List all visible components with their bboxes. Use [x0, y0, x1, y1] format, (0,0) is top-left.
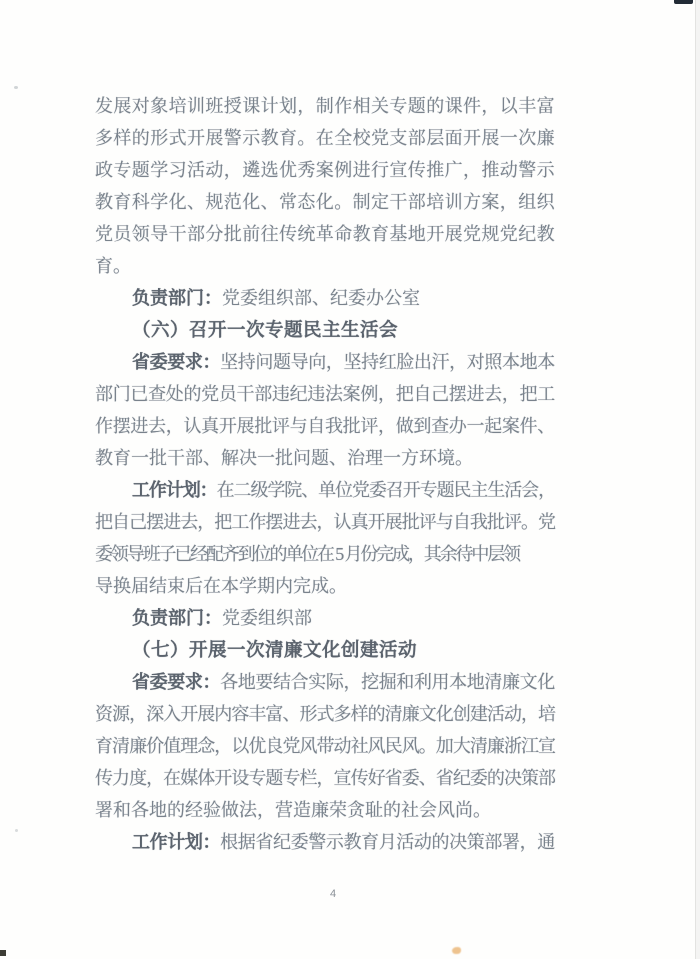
- text-line: [95, 762, 555, 794]
- line-text: 传力度，在媒体开设专题专栏，宣传好省委、省纪委的决策部: [95, 768, 556, 788]
- document-lines: [95, 90, 555, 858]
- line-text: 育清廉价值理念，以优良党风带动社风民风。加大清廉浙江宣: [95, 736, 556, 756]
- text-line: [95, 602, 555, 634]
- text-line: [95, 794, 555, 826]
- line-label: 负责部门：: [132, 288, 222, 308]
- text-line: [95, 634, 555, 666]
- line-text: 教育科学化、规范化、常态化。制定干部培训方案，组织: [95, 192, 555, 212]
- scan-speck-orange: [452, 947, 461, 954]
- line-label: 负责部门：: [132, 608, 222, 628]
- text-line: [95, 378, 555, 410]
- line-text: 把自己摆进去，把工作摆进去，认真开展批评与自我批评。党: [95, 512, 556, 532]
- scan-speck-bottom-left: [0, 950, 6, 956]
- line-text: 根据省纪委警示教育月活动的决策部署，通: [220, 832, 555, 852]
- text-line: [95, 666, 555, 698]
- text-line: [95, 474, 555, 506]
- text-line: [95, 282, 555, 314]
- line-text: 委领导班子已经配齐到位的单位在 5 月份完成，其余待中层领: [95, 544, 519, 564]
- text-line: [95, 826, 555, 858]
- scan-mark-top-edge: [674, 0, 693, 4]
- text-line: [95, 570, 555, 602]
- line-text: 署和各地的经验做法，营造廉荣贪耻的社会风尚。: [95, 800, 491, 820]
- text-line: [95, 442, 555, 474]
- text-line: [95, 346, 555, 378]
- line-text: 发展对象培训班授课计划，制作相关专题的课件，以丰富: [95, 96, 555, 116]
- line-text: 教育一批干部、解决一批问题、治理一方环境。: [95, 448, 473, 468]
- scan-speck-gray-bottom: [15, 829, 18, 832]
- line-text: 党委组织部、纪委办公室: [222, 288, 420, 308]
- line-text: 导换届结束后在本学期内完成。: [95, 576, 347, 596]
- line-text: （七）开展一次清廉文化创建活动: [132, 639, 418, 660]
- line-text: 各地要结合实际，挖掘和利用本地清廉文化: [220, 672, 555, 692]
- line-text: 多样的形式开展警示教育。在全校党支部层面开展一次廉: [95, 128, 555, 148]
- text-line: [95, 250, 555, 282]
- line-text: 坚持问题导向，坚持红脸出汗，对照本地本: [220, 352, 555, 372]
- scan-speck-gray-top: [14, 86, 18, 89]
- line-label: 工作计划：: [132, 480, 217, 500]
- scan-edge-right: [695, 0, 700, 959]
- line-text: 资源，深入开展内容丰富、形式多样的清廉文化创建活动，培: [95, 704, 556, 724]
- text-line: [95, 90, 555, 122]
- text-line: [95, 698, 555, 730]
- text-line: [95, 218, 555, 250]
- line-text: （六）召开一次专题民主生活会: [132, 319, 399, 340]
- text-line: [95, 122, 555, 154]
- text-line: [95, 186, 555, 218]
- text-line: [95, 314, 555, 346]
- page-footer: [0, 884, 666, 902]
- line-text: 政专题学习活动，遴选优秀案例进行宣传推广，推动警示: [95, 160, 555, 180]
- line-text: 部门已查处的党员干部违纪违法案例，把自己摆进去，把工: [95, 384, 555, 404]
- text-line: [95, 154, 555, 186]
- text-line: [95, 410, 555, 442]
- page-number: 4: [329, 888, 337, 900]
- line-text: 作摆进去，认真开展批评与自我批评，做到查办一起案件、: [95, 416, 555, 436]
- line-label: 省委要求：: [132, 352, 221, 372]
- line-label: 工作计划：: [132, 832, 221, 852]
- line-label: 省委要求：: [132, 672, 221, 692]
- line-text: 党员领导干部分批前往传统革命教育基地开展党规党纪教: [95, 224, 555, 244]
- line-text: 育。: [95, 256, 131, 276]
- text-line: [95, 730, 555, 762]
- text-line: [95, 538, 555, 570]
- text-line: [95, 506, 555, 538]
- line-text: 党委组织部: [222, 608, 312, 628]
- line-text: 在二级学院、单位党委召开专题民主生活会，: [216, 480, 556, 500]
